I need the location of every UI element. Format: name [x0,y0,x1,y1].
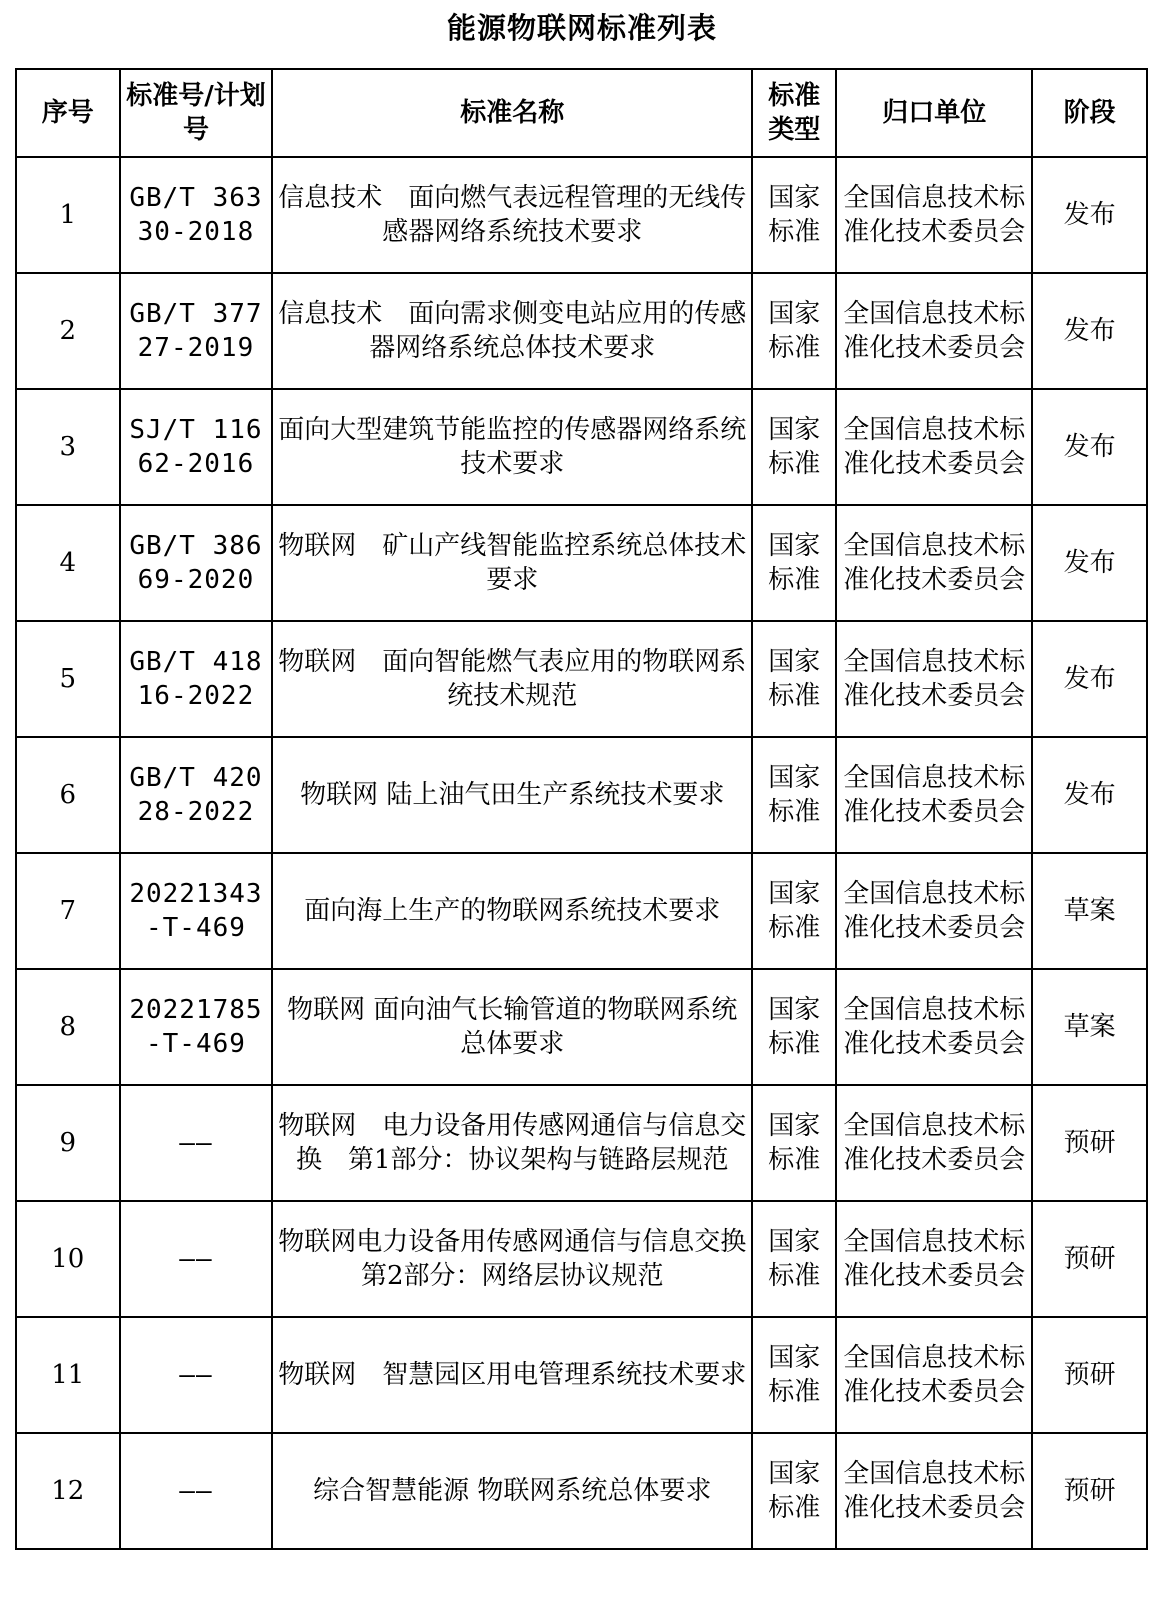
page-title: 能源物联网标准列表 [446,11,717,45]
cell-stage: 发布 [1032,389,1147,505]
cell-stage: 发布 [1032,737,1147,853]
cell-type: 国家标准 [752,1433,836,1549]
cell-type: 国家标准 [752,1317,836,1433]
cell-code: SJ/T 11662-2016 [120,389,273,505]
cell-seq: 12 [16,1433,120,1549]
cell-org: 全国信息技术标准化技术委员会 [836,1317,1032,1433]
table-row [16,157,1147,273]
table-row [16,389,1147,505]
table-row [16,737,1147,853]
cell-name: 物联网 电力设备用传感网通信与信息交换 第1部分：协议架构与链路层规范 [272,1085,752,1201]
cell-org: 全国信息技术标准化技术委员会 [836,737,1032,853]
cell-stage: 草案 [1032,969,1147,1085]
cell-type: 国家标准 [752,505,836,621]
table-row [16,853,1147,969]
table-row [16,1201,1147,1317]
cell-seq: 4 [16,505,120,621]
cell-name: 物联网 面向油气长输管道的物联网系统总体要求 [272,969,752,1085]
cell-type: 国家标准 [752,621,836,737]
cell-stage: 预研 [1032,1201,1147,1317]
cell-code: —— [120,1201,273,1317]
cell-seq: 8 [16,969,120,1085]
cell-seq: 5 [16,621,120,737]
cell-name: 综合智慧能源 物联网系统总体要求 [272,1433,752,1549]
cell-org: 全国信息技术标准化技术委员会 [836,1201,1032,1317]
cell-name: 信息技术 面向燃气表远程管理的无线传感器网络系统技术要求 [272,157,752,273]
header-org: 归口单位 [836,69,1032,157]
table-row [16,621,1147,737]
cell-type: 国家标准 [752,737,836,853]
cell-type: 国家标准 [752,157,836,273]
cell-stage: 预研 [1032,1085,1147,1201]
cell-code: GB/T 37727-2019 [120,273,273,389]
cell-code: GB/T 38669-2020 [120,505,273,621]
cell-type: 国家标准 [752,389,836,505]
cell-seq: 9 [16,1085,120,1201]
cell-stage: 预研 [1032,1433,1147,1549]
cell-stage: 预研 [1032,1317,1147,1433]
table-row [16,1317,1147,1433]
cell-code: GB/T 36330-2018 [120,157,273,273]
header-stage: 阶段 [1032,69,1147,157]
cell-type: 国家标准 [752,969,836,1085]
cell-stage: 发布 [1032,157,1147,273]
cell-stage: 草案 [1032,853,1147,969]
cell-code: GB/T 41816-2022 [120,621,273,737]
cell-code: 20221785-T-469 [120,969,273,1085]
cell-code: GB/T 42028-2022 [120,737,273,853]
header-type: 标准类型 [752,69,836,157]
cell-type: 国家标准 [752,273,836,389]
header-seq: 序号 [16,69,120,157]
cell-org: 全国信息技术标准化技术委员会 [836,621,1032,737]
cell-name: 物联网 矿山产线智能监控系统总体技术要求 [272,505,752,621]
cell-org: 全国信息技术标准化技术委员会 [836,969,1032,1085]
cell-seq: 10 [16,1201,120,1317]
cell-name: 物联网 陆上油气田生产系统技术要求 [272,737,752,853]
header-code: 标准号/计划号 [120,69,273,157]
table-header-row [16,69,1147,157]
cell-org: 全国信息技术标准化技术委员会 [836,1433,1032,1549]
cell-type: 国家标准 [752,1085,836,1201]
cell-org: 全国信息技术标准化技术委员会 [836,157,1032,273]
cell-name: 信息技术 面向需求侧变电站应用的传感器网络系统总体技术要求 [272,273,752,389]
cell-seq: 6 [16,737,120,853]
table-row [16,1433,1147,1549]
cell-name: 面向海上生产的物联网系统技术要求 [272,853,752,969]
cell-stage: 发布 [1032,621,1147,737]
cell-org: 全国信息技术标准化技术委员会 [836,505,1032,621]
cell-code: —— [120,1433,273,1549]
cell-seq: 1 [16,157,120,273]
table-row [16,273,1147,389]
cell-name: 物联网电力设备用传感网通信与信息交换第2部分：网络层协议规范 [272,1201,752,1317]
cell-code: 20221343-T-469 [120,853,273,969]
cell-org: 全国信息技术标准化技术委员会 [836,853,1032,969]
cell-seq: 3 [16,389,120,505]
cell-name: 物联网 智慧园区用电管理系统技术要求 [272,1317,752,1433]
cell-org: 全国信息技术标准化技术委员会 [836,1085,1032,1201]
table-row [16,1085,1147,1201]
cell-name: 物联网 面向智能燃气表应用的物联网系统技术规范 [272,621,752,737]
cell-seq: 2 [16,273,120,389]
cell-code: —— [120,1317,273,1433]
cell-org: 全国信息技术标准化技术委员会 [836,273,1032,389]
cell-stage: 发布 [1032,505,1147,621]
cell-seq: 11 [16,1317,120,1433]
cell-type: 国家标准 [752,1201,836,1317]
cell-type: 国家标准 [752,853,836,969]
cell-org: 全国信息技术标准化技术委员会 [836,389,1032,505]
cell-code: —— [120,1085,273,1201]
header-name: 标准名称 [272,69,752,157]
cell-stage: 发布 [1032,273,1147,389]
table-row [16,969,1147,1085]
table-row [16,505,1147,621]
standards-table [15,68,1148,1550]
cell-name: 面向大型建筑节能监控的传感器网络系统技术要求 [272,389,752,505]
cell-seq: 7 [16,853,120,969]
